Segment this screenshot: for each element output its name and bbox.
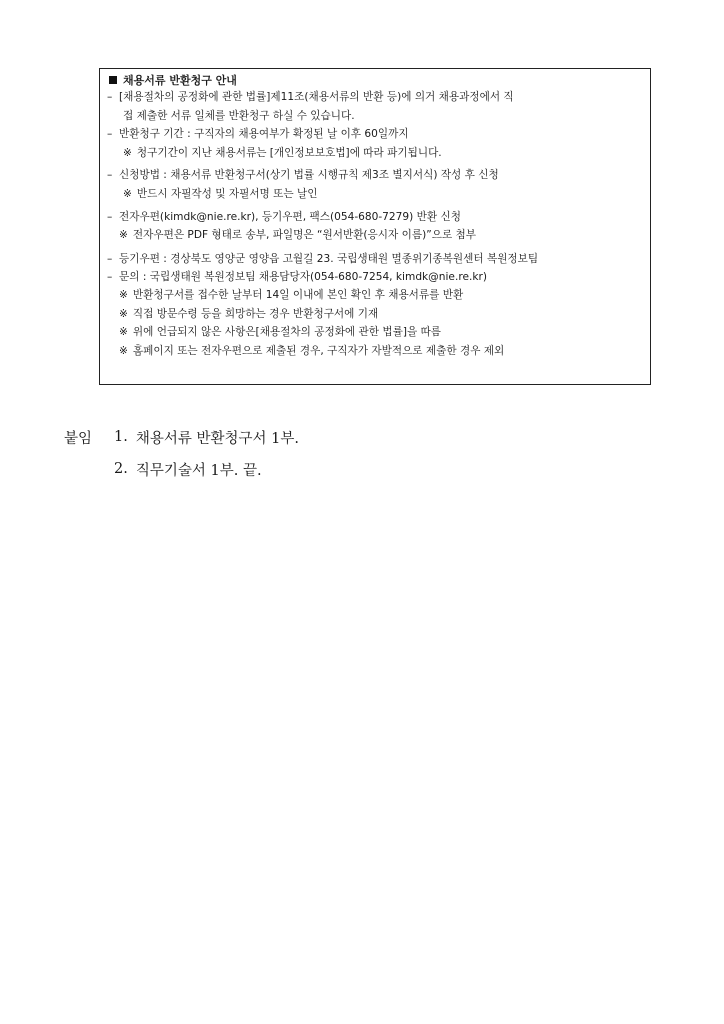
attachment-number: 2. <box>114 461 128 477</box>
reference-mark-icon: ※ <box>119 344 128 357</box>
notice-text: [채용절차의 공정화에 관한 법률]제11조(채용서류의 반환 등)에 의거 채용과정에서 직 <box>119 91 514 103</box>
notice-note-channels <box>107 226 644 245</box>
attachment-item <box>64 453 299 485</box>
notice-line-channels <box>107 208 644 227</box>
attachment-item <box>64 421 299 453</box>
notice-text: 반환청구 기간 : 구직자의 채용여부가 확정된 날 이후 60일까지 <box>119 128 409 141</box>
notice-text: 전자우편(kimdk@nie.re.kr), 등기우편, 팩스(054-680-7279) 반환 신청 <box>119 210 461 223</box>
notice-note-method <box>107 185 644 204</box>
dash-marker: – <box>107 210 113 223</box>
notice-note-visit <box>107 305 644 324</box>
notice-text: 전자우편은 PDF 형태로 송부, 파일명은 “원서반환(응시자 이름)”으로 첨부 <box>132 229 477 242</box>
attachments-label: 붙임 <box>64 430 93 447</box>
notice-line-method <box>107 166 644 185</box>
dash-marker: – <box>107 169 113 182</box>
reference-mark-icon: ※ <box>123 146 132 159</box>
notice-line-mail-address <box>107 251 644 269</box>
notice-line-law-cont <box>107 107 644 126</box>
notice-text: 반드시 자필작성 및 자필서명 또는 날인 <box>136 187 318 200</box>
reference-mark-icon: ※ <box>119 229 128 242</box>
notice-text: 접 제출한 서류 일체를 반환청구 하실 수 있습니다. <box>123 109 355 122</box>
reference-mark-icon: ※ <box>119 326 128 339</box>
dash-marker: – <box>107 128 113 141</box>
attachment-text: 채용서류 반환청구서 1부. <box>135 430 299 447</box>
dash-marker: – <box>107 91 113 103</box>
dash-marker: – <box>107 270 113 283</box>
dash-marker: – <box>107 253 113 266</box>
reference-mark-icon: ※ <box>123 187 132 200</box>
notice-title-row <box>107 72 644 88</box>
attachments-section <box>64 421 299 485</box>
notice-text: 위에 언급되지 않은 사항은[채용절차의 공정화에 관한 법률]을 따름 <box>132 326 442 339</box>
black-square-icon <box>109 76 117 84</box>
attachment-text: 직무기술서 1부. 끝. <box>135 462 262 479</box>
notice-text: 반환청구서를 접수한 날부터 14일 이내에 본인 확인 후 채용서류를 반환 <box>132 288 464 301</box>
notice-note-return <box>107 286 644 305</box>
reference-mark-icon: ※ <box>119 307 128 320</box>
notice-text: 문의 : 국립생태원 복원정보팀 채용담당자(054-680-7254, kimdk@nie.re.kr) <box>119 270 487 283</box>
attachment-number: 1. <box>114 429 128 445</box>
notice-text: 등기우편 : 경상북도 영양군 영양읍 고월길 23. 국립생태원 멸종위기종복원센터 복원정보팀 <box>119 253 539 266</box>
notice-line-law <box>107 88 644 107</box>
notice-line-contact <box>107 268 644 286</box>
return-notice-box <box>99 68 651 385</box>
notice-text: 신청방법 : 채용서류 반환청구서(상기 법률 시행규칙 제3조 별지서식) 작성 후 신청 <box>119 169 499 182</box>
notice-note-law <box>107 323 644 342</box>
notice-note-period <box>107 144 644 163</box>
notice-note-exclusion <box>107 342 644 361</box>
notice-text: 직접 방문수령 등을 희망하는 경우 반환청구서에 기재 <box>132 307 379 320</box>
notice-line-period <box>107 125 644 144</box>
notice-title: 채용서류 반환청구 안내 <box>123 73 237 87</box>
reference-mark-icon: ※ <box>119 288 128 301</box>
notice-text: 홈페이지 또는 전자우편으로 제출된 경우, 구직자가 자발적으로 제출한 경우 제외 <box>132 344 505 357</box>
notice-text: 청구기간이 지난 채용서류는 [개인정보보호법]에 따라 파기됩니다. <box>136 146 442 159</box>
